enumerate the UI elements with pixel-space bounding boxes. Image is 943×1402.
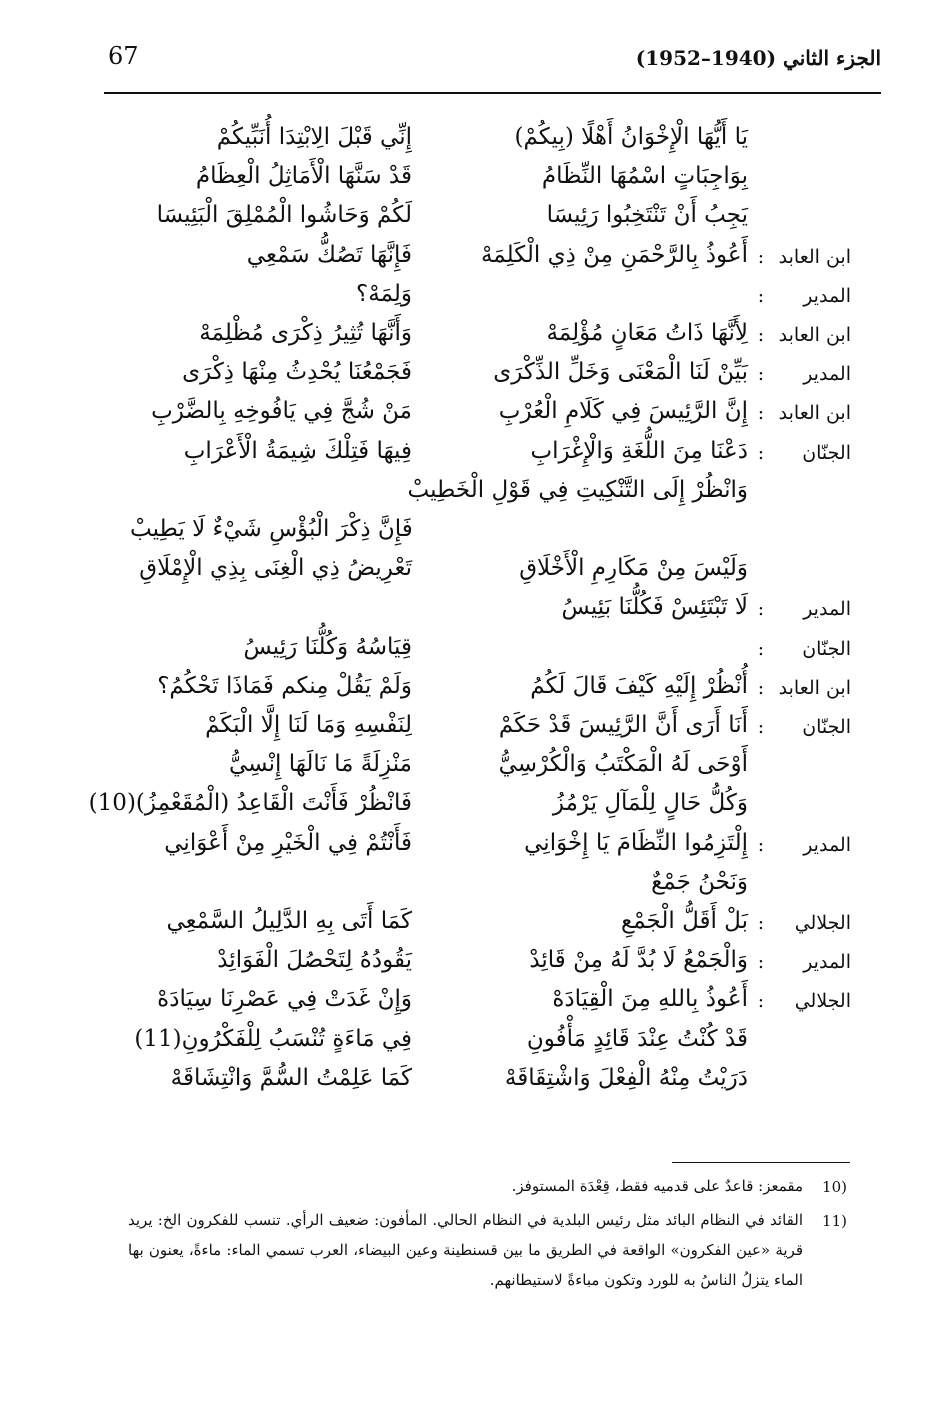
verse-first-hemistich: إِنَّ الرَّئِيسَ فِي كَلَامِ الْعُرْبِ xyxy=(498,398,748,425)
footnote-rule xyxy=(672,1162,850,1163)
speaker-colon: : xyxy=(757,676,765,699)
verse-second-hemistich: فَإِنَّهَا تَصُكُّ سَمْعِي xyxy=(246,241,412,268)
speaker-name: ابن العابد xyxy=(778,245,851,268)
speaker-colon: : xyxy=(757,990,765,1013)
verse-second-hemistich: كَمَا عَلِمْتُ السُّمَّ وَانْتِشَاقَهْ xyxy=(170,1064,412,1091)
speaker-colon: : xyxy=(757,324,765,346)
verse-first-hemistich: يَا أَيُّهَا الْإِخْوَانُ أَهْلًا (بِيكُمْ) xyxy=(514,124,748,150)
speaker-colon: : xyxy=(757,951,765,974)
verse-second-hemistich: لَكُمْ وَحَاشُوا الْمُمْلِقَ الْبَئِيسَا xyxy=(156,202,412,229)
speaker-colon: : xyxy=(757,284,765,307)
verse-first-hemistich: وَالْجَمْعُ لَا بُدَّ لَهُ مِنْ قَائِدْ xyxy=(529,947,748,974)
speaker-colon: : xyxy=(757,637,765,660)
speaker-name: الجلالي xyxy=(794,990,851,1013)
speaker-name: المدير xyxy=(803,833,851,856)
verse-full: فَإِنَّ ذِكْرَ الْبُؤْسِ شَيْءٌ لَا يَطِيبْ xyxy=(130,516,413,542)
verse-second-hemistich: فَأَنْتُمْ فِي الْخَيْرِ مِنْ أَعْوَانِي xyxy=(164,829,412,856)
speaker-colon: : xyxy=(757,441,765,464)
speaker-colon: : xyxy=(757,716,765,738)
footnote-number: 11) xyxy=(822,1212,847,1230)
footnote-text: مقمعز: قاعدٌ على قدميه فقط، قِعْدَة المستوفز. xyxy=(511,1177,803,1195)
speaker-name: المدير xyxy=(803,598,851,621)
verse-first-hemistich: أَنَا أَرَى أَنَّ الرَّئِيسَ قَدْ حَكَمْ xyxy=(498,712,748,738)
verse-first-hemistich: بِوَاجِبَاتٍ اسْمُهَا النِّظَامُ xyxy=(541,163,748,190)
verse-second-hemistich: فَجَمْعُنَا يُحْدِثُ مِنْهَا ذِكْرَى xyxy=(182,359,412,386)
speaker-name: ابن العابد xyxy=(778,676,851,699)
speaker-colon: : xyxy=(757,363,765,386)
speaker-colon: : xyxy=(757,245,765,268)
verse-first-hemistich: دَعْنَا مِنَ اللُّغَةِ وَالْإِغْرَابِ xyxy=(530,437,748,464)
verse-first-hemistich: أَعُوذُ بِالرَّحْمَنِ مِنْ ذِي الْكَلِمَهْ xyxy=(480,241,748,268)
verse-first-hemistich: لَا تَبْتَئِسْ فَكُلُّنَا بَئِيسُ xyxy=(561,594,748,621)
speaker-colon: : xyxy=(757,912,765,934)
verse-first-hemistich: يَجِبُ أَنْ تَنْتَخِبُوا رَئِيسَا xyxy=(546,202,748,229)
verse-second-hemistich: مَنْ شُجَّ فِي يَافُوخِهِ بِالضَّرْبِ xyxy=(151,398,412,425)
speaker-name: الجلالي xyxy=(794,912,851,934)
verse-second-hemistich: وَأَنَّهَا تُثِيرُ ذِكْرَى مُظْلِمَهْ xyxy=(199,320,412,346)
verse-first-hemistich: أَوْحَى لَهُ الْمَكْتَبُ وَالْكُرْسِيُّ xyxy=(498,751,748,778)
verse-second-hemistich: تَعْرِيضُ ذِي الْغِنَى بِذِي الْإِمْلَاقِ xyxy=(139,555,412,582)
speaker-name: ابن العابد xyxy=(778,402,851,425)
footnote-text: القائد في النظام البائد مثل رئيس البلدية في النظام الحالي. المأفون: ضعيف الرأي. تنسب للفكرون الخ: يريد قرية «عين الفكرون» الواقعة في الطريق ما بين قسنطينة وعين البيضاء، العرب تسمي الماء: ماءةً، يعنون بها الماء يتزلُ الناسُ به للورد وتكون مباءةً لاستيطانهم. xyxy=(128,1211,803,1289)
verse-second-hemistich: مَنْزِلَةً مَا نَالَهَا إِنْسِيُّ xyxy=(228,751,412,778)
verse-second-hemistich: فِيهَا فَتِلْكَ شِيمَةُ الْأَعْرَابِ xyxy=(183,437,412,464)
verse-second-hemistich: قِيَاسُهُ وَكُلُّنَا رَئِيسُ xyxy=(243,633,412,660)
footnote-number: 10) xyxy=(822,1178,847,1196)
speaker-name: الجنّان xyxy=(802,441,851,464)
verse-second-hemistich: وَإِنْ غَدَتْ فِي عَصْرِنَا سِيَادَهْ xyxy=(157,986,412,1013)
verse-second-hemistich: فَانْظُرْ فَأَنْتَ الْقَاعِدُ (الْمُقَعْمِزُ)(10) xyxy=(88,790,412,817)
verse-full: وَانْظُرْ إِلَى التَّنْكِيتِ فِي قَوْلِ الْخَطِيبْ xyxy=(407,476,748,503)
verse-second-hemistich: وَلِمَهْ؟ xyxy=(356,280,412,307)
verse-second-hemistich: يَقُودُهُ لِتَحْصُلَ الْفَوَائِدْ xyxy=(217,947,412,974)
verse-first-hemistich: دَرَيْتُ مِنْهُ الْفِعْلَ وَاشْتِقَاقَهْ xyxy=(504,1064,748,1091)
verse-second-hemistich: كَمَا أَتَى بِهِ الدَّلِيلُ السَّمْعِي xyxy=(166,908,412,934)
speaker-name: المدير xyxy=(803,284,851,307)
speaker-colon: : xyxy=(757,598,765,621)
speaker-name: المدير xyxy=(803,951,851,974)
speaker-name: المدير xyxy=(803,363,851,386)
verse-first-hemistich: وَلَيْسَ مِنْ مَكَارِمِ الْأَخْلَاقِ xyxy=(519,555,748,582)
speaker-name: ابن العابد xyxy=(778,324,851,346)
verse-first-hemistich: وَكُلُّ حَالٍ لِلْمَآلِ يَرْمُزُ xyxy=(552,790,748,817)
verse-first-hemistich: إِلْتَزِمُوا النِّظَامَ يَا إِخْوَانِي xyxy=(524,829,748,856)
verse-line xyxy=(0,1065,943,1111)
page-number: 67 xyxy=(108,42,139,70)
verse-first-hemistich: وَنَحْنُ جَمْعٌ xyxy=(651,868,748,895)
verse-first-hemistich: أَعُوذُ بِاللهِ مِنَ الْقِيَادَهْ xyxy=(552,986,748,1013)
verse-second-hemistich: إِنِّي قَبْلَ الِابْتِدَا أُنَبِّيكُمْ xyxy=(216,124,412,150)
verse-second-hemistich: لِنَفْسِهِ وَمَا لَنَا إِلَّا الْبَكَمْ xyxy=(205,712,412,738)
verse-second-hemistich: وَلَمْ يَقُلْ مِنكم فَمَاذَا تَحْكُمُ؟ xyxy=(157,672,412,699)
speaker-colon: : xyxy=(757,402,765,425)
header-rule xyxy=(104,92,881,94)
speaker-colon: : xyxy=(757,833,765,856)
running-title: الجزء الثاني (1940–1952) xyxy=(635,46,881,70)
verse-first-hemistich: لِأَنَّهَا ذَاتُ مَعَانٍ مُؤْلِمَهْ xyxy=(546,320,748,346)
verse-second-hemistich: قَدْ سَنَّهَا الْأَمَاثِلُ الْعِظَامُ xyxy=(195,163,412,190)
verse-first-hemistich: بَيِّنْ لَنَا الْمَعْنَى وَخَلِّ الذِّكْرَى xyxy=(493,359,748,386)
verse-first-hemistich: بَلْ أَقَلُّ الْجَمْعِ xyxy=(620,908,748,934)
verse-first-hemistich: قَدْ كُنْتُ عِنْدَ قَائِدٍ مَأْفُونِ xyxy=(526,1025,748,1052)
speaker-name: الجنّان xyxy=(802,637,851,660)
verse-first-hemistich: أُنْظُرْ إِلَيْهِ كَيْفَ قَالَ لَكُمُ xyxy=(530,672,748,699)
verse-second-hemistich: فِي مَاءَةٍ تُنْسَبُ لِلْفَكْرُونِ(11) xyxy=(134,1025,412,1052)
speaker-name: الجنّان xyxy=(802,716,851,738)
